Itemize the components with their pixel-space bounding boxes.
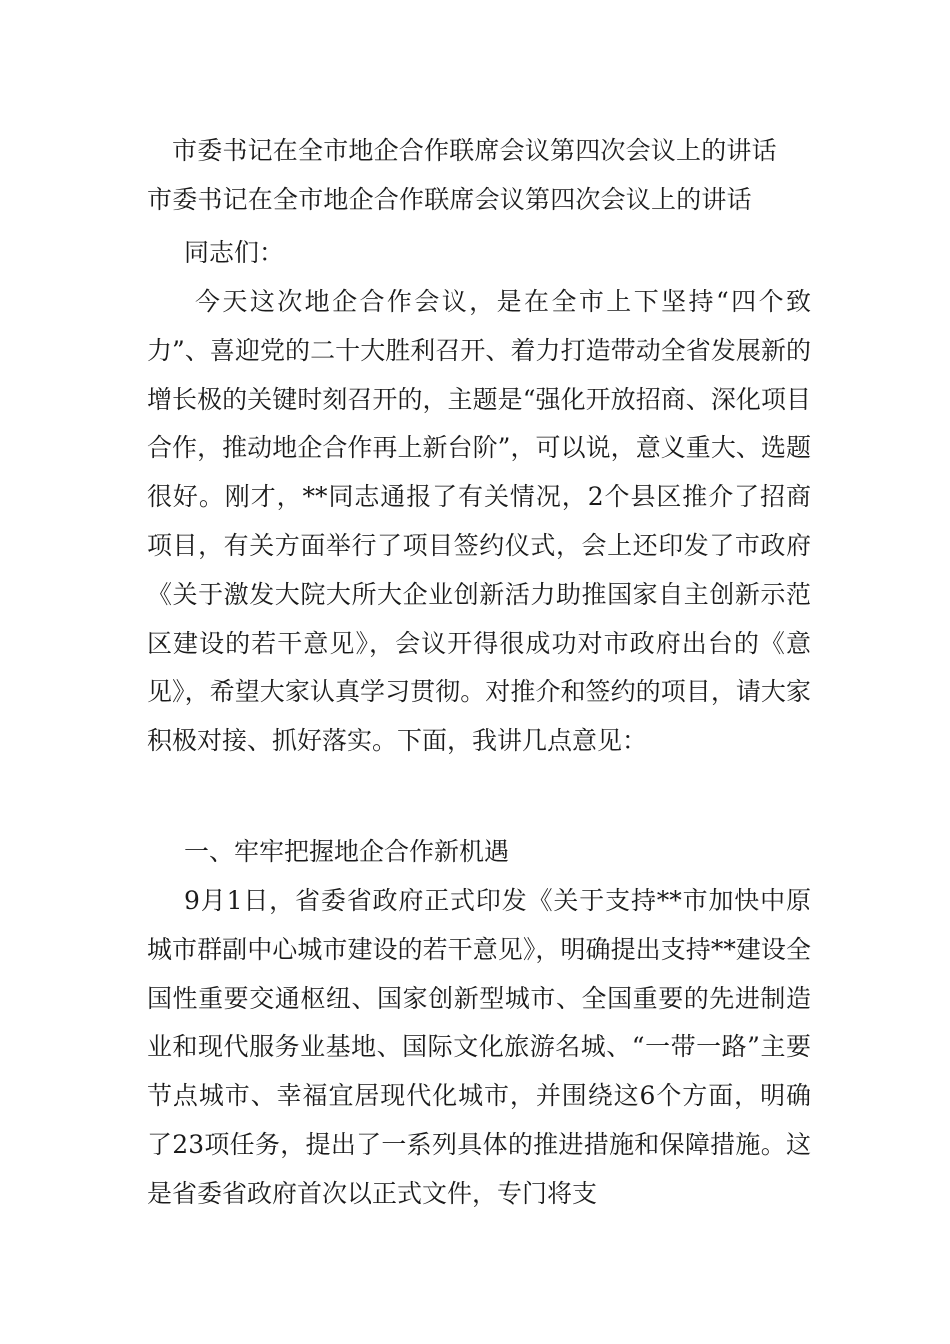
document-title-repeat: 市委书记在全市地企合作联席会议第四次会议上的讲话	[147, 185, 752, 214]
section-heading: 一、牢牢把握地企合作新机遇	[184, 837, 510, 866]
salutation: 同志们：	[184, 238, 285, 267]
paragraph: 今天这次地企合作会议，是在全市上下坚持“四个致力”、喜迎党的二十大胜利召开、着力打造带动全省发展新的增长极的关键时刻召开的，主题是“强化开放招商、深化项目合作，推动地企合作再上新台阶”，可以说，意义重大、选题很好。刚才，**同志通报了有关情况，2个县区推介了招商项目，有关方面举行了项目签约仪式，会上还印发了市政府《关于激发大院大所大企业创新活力助推国家自主创新示范区建设的若干意见》，会议开得很成功对市政府出台的《意见》，希望大家认真学习贯彻。对推介和签约的项目，请大家积极对接、抓好落实。下面，我讲几点意见：	[147, 287, 811, 756]
document-title: 市委书记在全市地企合作联席会议第四次会议上的讲话	[172, 136, 777, 165]
paragraph: 9月1日，省委省政府正式印发《关于支持**市加快中原城市群副中心城市建设的若干意见》，明确提出支持**建设全国性重要交通枢纽、国家创新型城市、全国重要的先进制造业和现代服务业基地、国际文化旅游名城、“一带一路”主要节点城市、幸福宜居现代化城市，并围绕这6个方面，明确了23项任务，提出了一系列具体的推进措施和保障措施。这是省委省政府首次以正式文件，专门将支	[147, 886, 811, 1208]
